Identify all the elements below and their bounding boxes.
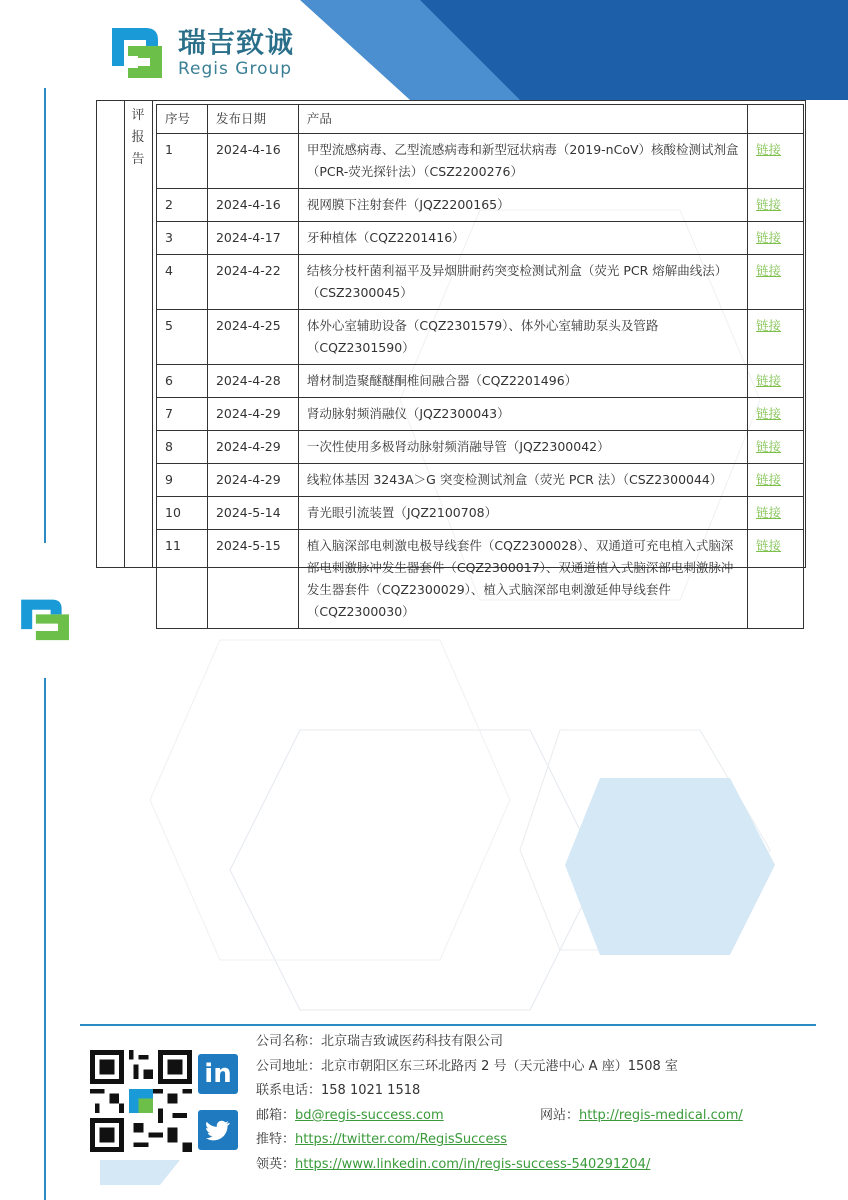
left-rule-top bbox=[44, 88, 46, 543]
row-date-cell: 2024-5-15 bbox=[207, 530, 298, 629]
row-date-cell: 2024-4-17 bbox=[207, 222, 298, 255]
row-number-cell: 1 bbox=[157, 134, 208, 189]
table-row bbox=[157, 530, 804, 629]
row-number-cell: 11 bbox=[157, 530, 208, 629]
row-link-cell bbox=[748, 431, 804, 464]
row-link[interactable]: 链接 bbox=[756, 472, 782, 487]
table-row bbox=[157, 431, 804, 464]
row-product-cell: 植入脑深部电刺激电极导线套件（CQZ2300028）、双通道可充电植入式脑深部电刺激脉冲发生器套件（CQZ2300017）、双通道植入式脑深部电刺激脉冲发生器套件（CQZ2300029）、植入式脑深部电刺激延伸导线套件（CQZ2300030） bbox=[298, 530, 747, 629]
company-line: 公司名称：北京瑞吉致诚医药科技有限公司 bbox=[256, 1034, 504, 1049]
row-link[interactable]: 链接 bbox=[756, 197, 782, 212]
row-date-cell: 2024-4-22 bbox=[207, 255, 298, 310]
header-no: 序号 bbox=[157, 105, 208, 134]
linkedin-line: 领英：https://www.linkedin.com/in/regis-success-540291204/ bbox=[256, 1156, 651, 1172]
row-link-cell bbox=[748, 398, 804, 431]
row-number-cell: 6 bbox=[157, 365, 208, 398]
row-link-cell bbox=[748, 310, 804, 365]
header-date: 发布日期 bbox=[207, 105, 298, 134]
row-link[interactable]: 链接 bbox=[756, 373, 782, 388]
left-rule-bottom bbox=[44, 678, 46, 1200]
row-link[interactable]: 链接 bbox=[756, 230, 782, 245]
table-row bbox=[157, 310, 804, 365]
row-number-cell: 5 bbox=[157, 310, 208, 365]
row-date-cell: 2024-4-16 bbox=[207, 134, 298, 189]
registration-table bbox=[96, 100, 806, 619]
table-row bbox=[157, 134, 804, 189]
row-link[interactable]: 链接 bbox=[756, 406, 782, 421]
row-date-cell: 2024-5-14 bbox=[207, 497, 298, 530]
phone-line: 联系电话：158 1021 1518 bbox=[256, 1083, 421, 1099]
twitter-line: 推特：https://twitter.com/RegisSuccess bbox=[256, 1132, 507, 1148]
row-product-cell: 体外心室辅助设备（CQZ2301579）、体外心室辅助泵头及管路（CQZ2301590） bbox=[298, 310, 747, 365]
table-row bbox=[157, 398, 804, 431]
row-link-cell bbox=[748, 222, 804, 255]
row-number-cell: 10 bbox=[157, 497, 208, 530]
brand-name-cn: 瑞吉致诚 bbox=[178, 26, 295, 59]
side-logo-icon bbox=[18, 596, 74, 642]
email-line: 邮箱：bd@regis-success.com 网站：http://regis-medical.com/ bbox=[256, 1107, 743, 1123]
footer-rule bbox=[80, 1024, 816, 1026]
table-category-column bbox=[97, 101, 125, 567]
company-name: 北京瑞吉致诚医药科技有限公司 bbox=[321, 1034, 504, 1049]
twitter-link[interactable]: https://twitter.com/RegisSuccess bbox=[295, 1132, 507, 1148]
linkedin-link[interactable]: https://www.linkedin.com/in/regis-success-540291204/ bbox=[295, 1156, 651, 1172]
table-row bbox=[157, 222, 804, 255]
header-link bbox=[748, 105, 804, 134]
twitter-icon[interactable] bbox=[198, 1110, 238, 1150]
row-link[interactable]: 链接 bbox=[756, 318, 782, 333]
row-date-cell: 2024-4-25 bbox=[207, 310, 298, 365]
qr-code-icon[interactable] bbox=[90, 1050, 192, 1152]
email-link[interactable]: bd@regis-success.com bbox=[295, 1107, 444, 1123]
row-number-cell: 3 bbox=[157, 222, 208, 255]
row-link-cell bbox=[748, 189, 804, 222]
website-link[interactable]: http://regis-medical.com/ bbox=[579, 1107, 743, 1123]
row-link-cell bbox=[748, 530, 804, 629]
table-row bbox=[157, 255, 804, 310]
company-address: 北京市朝阳区东三环北路丙 2 号（天元港中心 A 座）1508 室 bbox=[321, 1058, 678, 1074]
row-product-cell: 增材制造聚醚醚酮椎间融合器（CQZ2201496） bbox=[298, 365, 747, 398]
brand-logo bbox=[108, 22, 294, 84]
table-row bbox=[157, 497, 804, 530]
table-category-label: 评报告 bbox=[131, 108, 145, 167]
phone-number: 158 1021 1518 bbox=[321, 1083, 421, 1099]
row-number-cell: 7 bbox=[157, 398, 208, 431]
row-product-cell: 牙种植体（CQZ2201416） bbox=[298, 222, 747, 255]
row-link-cell bbox=[748, 134, 804, 189]
row-link-cell bbox=[748, 497, 804, 530]
row-link[interactable]: 链接 bbox=[756, 505, 782, 520]
row-product-cell: 线粒体基因 3243A＞G 突变检测试剂盒（荧光 PCR 法）（CSZ2300044） bbox=[298, 464, 747, 497]
row-product-cell: 结核分枝杆菌利福平及异烟肼耐药突变检测试剂盒（荧光 PCR 熔解曲线法）（CSZ2300045） bbox=[298, 255, 747, 310]
linkedin-icon[interactable]: in bbox=[198, 1054, 238, 1094]
table-row bbox=[157, 365, 804, 398]
row-link-cell bbox=[748, 464, 804, 497]
row-number-cell: 2 bbox=[157, 189, 208, 222]
contact-info bbox=[256, 1030, 816, 1178]
row-link-cell bbox=[748, 365, 804, 398]
row-link-cell bbox=[748, 255, 804, 310]
row-link[interactable]: 链接 bbox=[756, 263, 782, 278]
row-date-cell: 2024-4-16 bbox=[207, 189, 298, 222]
product-table bbox=[156, 104, 804, 629]
row-date-cell: 2024-4-29 bbox=[207, 464, 298, 497]
row-date-cell: 2024-4-28 bbox=[207, 365, 298, 398]
row-product-cell: 肾动脉射频消融仪（JQZ2300043） bbox=[298, 398, 747, 431]
row-date-cell: 2024-4-29 bbox=[207, 398, 298, 431]
brand-name-en: Regis Group bbox=[178, 59, 293, 79]
row-link[interactable]: 链接 bbox=[756, 142, 782, 157]
row-link[interactable]: 链接 bbox=[756, 538, 782, 553]
row-link[interactable]: 链接 bbox=[756, 439, 782, 454]
row-number-cell: 4 bbox=[157, 255, 208, 310]
row-product-cell: 视网膜下注射套件（JQZ2200165） bbox=[298, 189, 747, 222]
header-product: 产品 bbox=[298, 105, 747, 134]
address-line: 公司地址：北京市朝阳区东三环北路丙 2 号（天元港中心 A 座）1508 室 bbox=[256, 1058, 678, 1074]
row-product-cell: 青光眼引流装置（JQZ2100708） bbox=[298, 497, 747, 530]
table-row bbox=[157, 464, 804, 497]
row-number-cell: 8 bbox=[157, 431, 208, 464]
row-product-cell: 甲型流感病毒、乙型流感病毒和新型冠状病毒（2019-nCoV）核酸检测试剂盒（PCR-荧光探针法）（CSZ2200276） bbox=[298, 134, 747, 189]
table-header-row bbox=[157, 105, 804, 134]
row-date-cell: 2024-4-29 bbox=[207, 431, 298, 464]
row-number-cell: 9 bbox=[157, 464, 208, 497]
regis-logo-icon bbox=[108, 22, 166, 84]
row-product-cell: 一次性使用多极肾动脉射频消融导管（JQZ2300042） bbox=[298, 431, 747, 464]
table-row bbox=[157, 189, 804, 222]
